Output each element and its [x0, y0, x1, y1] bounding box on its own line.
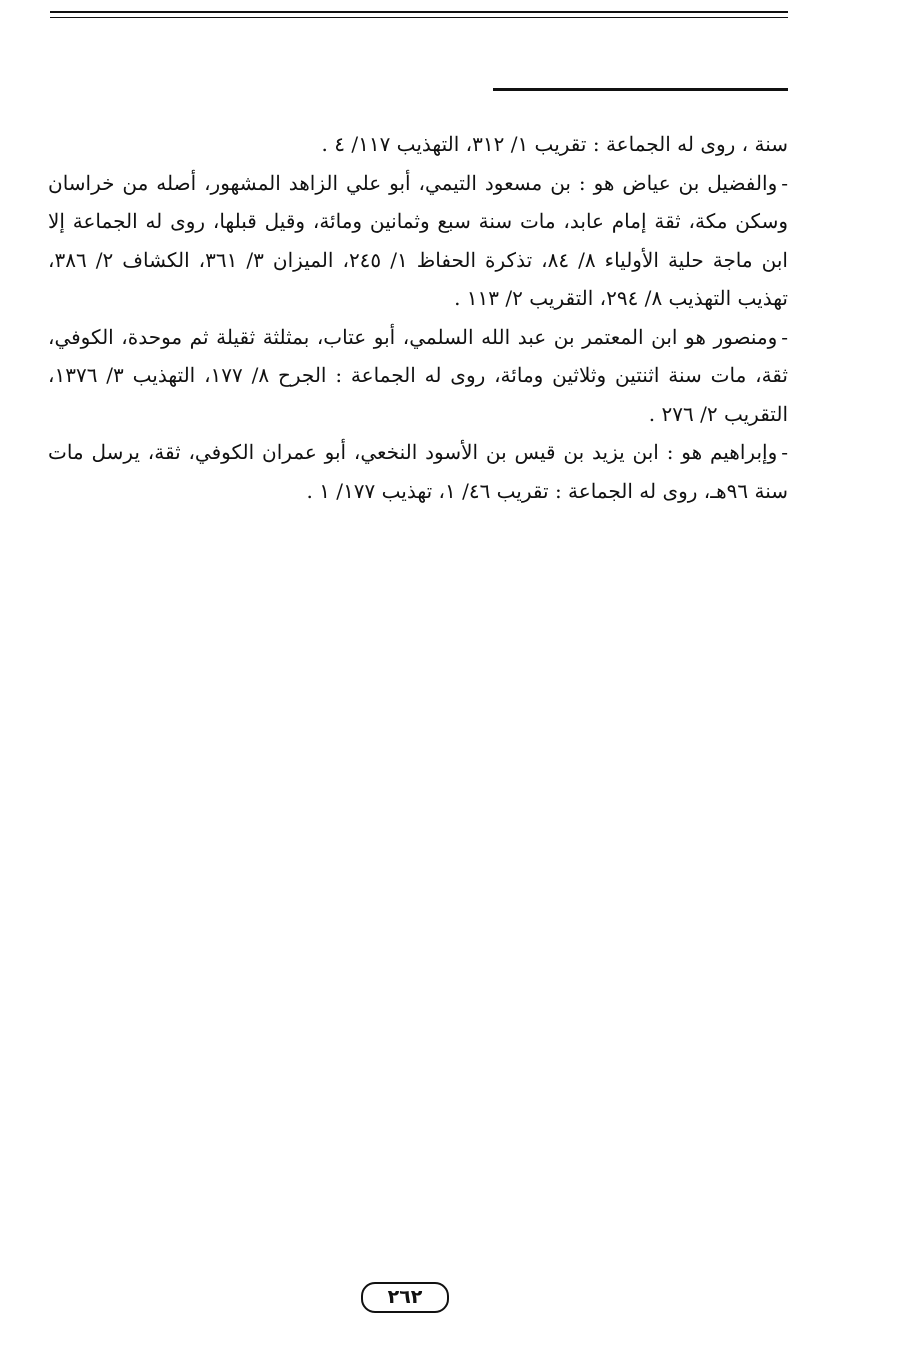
footnote-text: ومنصور هو ابن المعتمر بن عبد الله السلمي، أبو عتاب، بمثلثة ثقيلة ثم موحدة، الكوفي، ثقة، مات سنة اثنتين وثلاثين ومائة، روى له الجماعة : الجرح ٨/ ١٧٧، التهذيب ٣/ ١٣٧٦، التقريب ٢/ ٢٧٦ .	[48, 324, 788, 426]
footnotes-block	[48, 125, 788, 510]
header-rule-thin	[50, 17, 788, 18]
footnote-mansur	[48, 318, 788, 434]
footnote-text: سنة ، روى له الجماعة : تقريب ١/ ٣١٢، التهذيب ١١٧/ ٤ .	[321, 132, 788, 156]
page-number: ٢٦٢	[361, 1282, 449, 1313]
footnote-dash: -	[781, 440, 788, 464]
footnote-continuation	[48, 125, 788, 164]
footnote-text: والفضيل بن عياض هو : بن مسعود التيمي، أبو علي الزاهد المشهور، أصله من خراسان وسكن مكة، ثقة إمام عابد، مات سنة سبع وثمانين ومائة، وقيل قبلها، روى له الجماعة إلا ابن ماجة حلية الأولياء ٨/ ٨٤، تذكرة الحفاظ ١/ ٢٤٥، الميزان ٣/ ٣٦١، الكشاف ٢/ ٣٨٦، تهذيب التهذيب ٨/ ٢٩٤، التقريب ٢/ ١١٣ .	[48, 170, 788, 310]
footnote-dash: -	[781, 170, 788, 195]
footnote-fudayl	[48, 164, 788, 318]
footnote-separator	[493, 88, 788, 91]
footnote-dash: -	[781, 324, 788, 349]
header-rule-thick	[50, 11, 788, 13]
footnote-ibrahim	[48, 433, 788, 510]
footnote-text: وإبراهيم هو : ابن يزيد بن قيس بن الأسود النخعي، أبو عمران الكوفي، ثقة، يرسل مات سنة ٩٦هـ، روى له الجماعة : تقريب ٤٦/ ١، تهذيب ١٧٧/ ١ .	[48, 440, 788, 503]
